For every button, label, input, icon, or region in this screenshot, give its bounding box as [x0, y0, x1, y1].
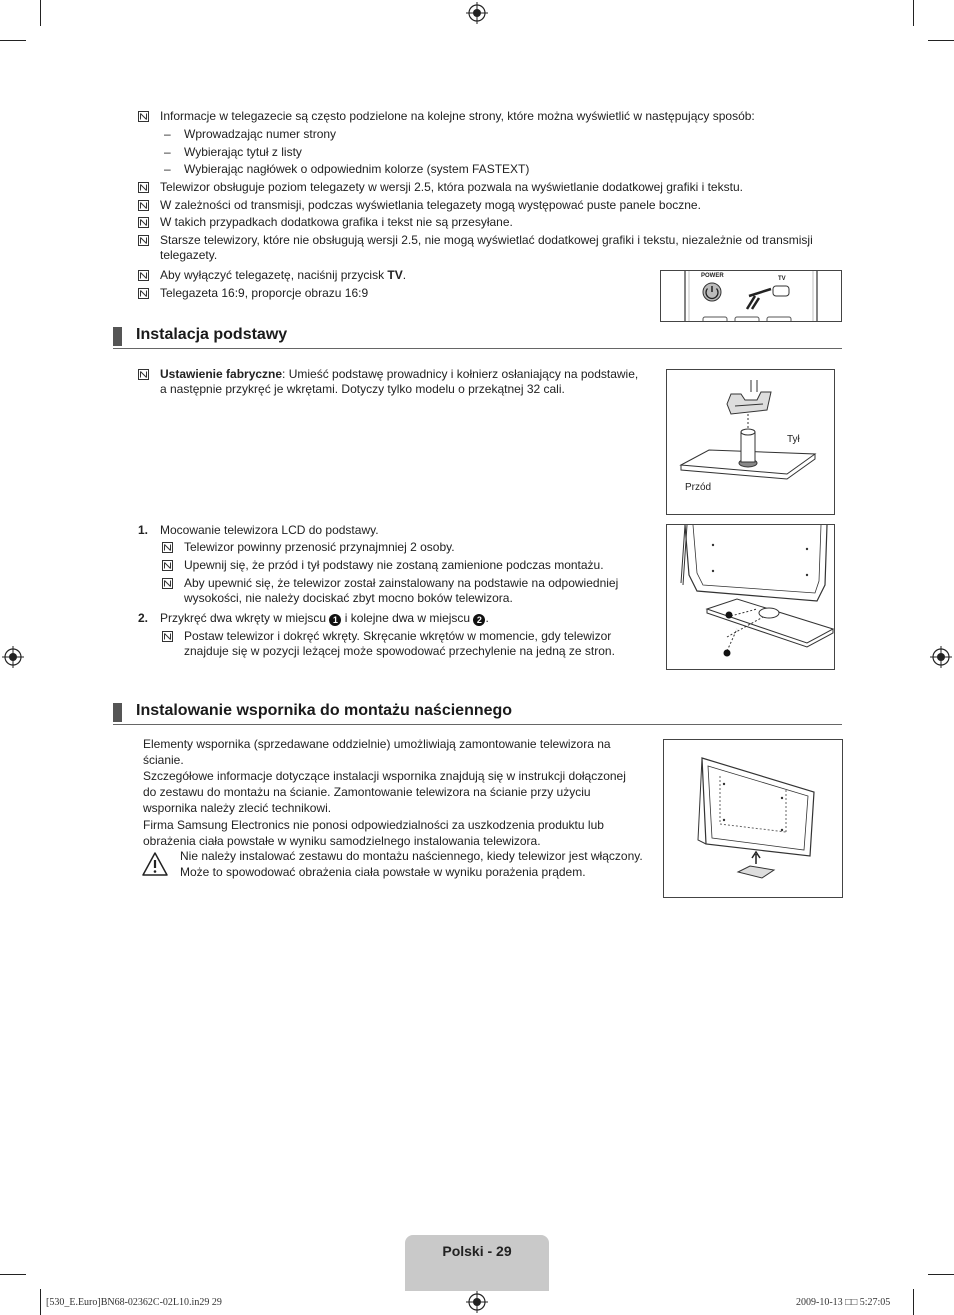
step-number: 2. — [138, 611, 149, 625]
crop-mark — [928, 40, 954, 41]
remote-power-label: POWER — [701, 273, 724, 279]
note-icon — [162, 542, 173, 553]
note-text: telegazety. — [160, 248, 218, 262]
registration-mark-icon — [466, 2, 488, 24]
note-icon — [138, 217, 149, 228]
crop-mark — [0, 40, 26, 41]
step-text: Przykręć dwa wkręty w miejscu 1 i kolejne dwa w miejscu 2 . — [160, 611, 489, 625]
tv-stand-diagram — [666, 524, 835, 670]
wall-paragraph-line: wspornika należy zlecić technikowi. — [143, 801, 332, 815]
wall-paragraph-line: Elementy wspornika (sprzedawane oddzielnie) umożliwiają zamontowanie telewizora na — [143, 737, 611, 751]
crop-mark — [913, 1289, 914, 1315]
wall-paragraph-line: ścianie. — [143, 753, 184, 767]
remote-tv-label: TV — [778, 276, 786, 282]
stand-diagram — [666, 369, 835, 515]
list-item: Wprowadzając numer strony — [184, 127, 337, 141]
note-icon — [138, 182, 149, 193]
section-title-wall: Instalowanie wspornika do montażu naściennego — [136, 702, 513, 719]
remote-illustration — [660, 270, 842, 322]
note-text: wysokości, nie należy dociskać zbyt mocno boków telewizora. — [184, 591, 513, 605]
dash-bullet: – — [164, 127, 171, 141]
note-icon — [162, 560, 173, 571]
note-icon — [138, 270, 149, 281]
warning-text: Może to spowodować obrażenia ciała powstałe w wyniku porażenia prądem. — [180, 865, 586, 879]
teletext-ratio-note: Telegazeta 16:9, proporcje obrazu 16:9 — [160, 286, 369, 300]
wall-paragraph-line: do zestawu do montażu na ścianie. Zamontowanie telewizora na ścianie przy użyciu — [143, 785, 591, 799]
stand-preset-note-cont: a następnie przykręć je wkrętami. Dotyczy tylko modelu o przekątnej 32 cali. — [160, 382, 565, 396]
registration-mark-icon — [2, 646, 24, 668]
note-text: Telewizor powinny przenosić przynajmniej 2 osoby. — [184, 540, 455, 554]
wall-paragraph-line: Szczegółowe informacje dotyczące instalacji wspornika znajdują się w instrukcji dołączonej — [143, 769, 626, 783]
note-text: znajduje się w pozycji leżącej może spowodować przechylenie na jedną ze stron. — [184, 644, 615, 658]
note-icon — [162, 631, 173, 642]
section-marker — [113, 327, 122, 346]
registration-mark-icon — [930, 646, 952, 668]
note-text: Upewnij się, że przód i tył podstawy nie zostaną zamienione podczas montażu. — [184, 558, 604, 572]
note-icon — [138, 111, 149, 122]
crop-mark — [0, 1274, 26, 1275]
registration-mark-icon — [466, 1291, 488, 1313]
stand-preset-note: Ustawienie fabryczne: Umieść podstawę prowadnicy i kołnierz osłaniający na podstawie, — [160, 367, 639, 381]
page-number: Polski - 29 — [442, 1243, 512, 1259]
dash-bullet: – — [164, 145, 171, 159]
section-title-stand: Instalacja podstawy — [136, 326, 288, 343]
note-icon — [138, 288, 149, 299]
note-text: Aby upewnić się, że telewizor został zainstalowany na podstawie na odpowiedniej — [184, 576, 619, 590]
note-icon — [138, 369, 149, 380]
warning-icon — [141, 851, 169, 877]
teletext-intro: Informacje w telegazecie są często podzielone na kolejne strony, które można wyświetlić w następujący sposób: — [160, 109, 755, 123]
callout-badge: 1 — [329, 614, 341, 626]
list-item: Wybierając nagłówek o odpowiednim kolorze (system FASTEXT) — [184, 162, 530, 176]
step-text: Mocowanie telewizora LCD do podstawy. — [160, 523, 379, 537]
note-text: Postaw telewizor i dokręć wkręty. Skręcanie wkrętów w momencie, gdy telewizor — [184, 629, 612, 643]
note-icon — [162, 578, 173, 589]
wall-paragraph-line: obrażenia ciała powstałe w wyniku samodzielnego instalowania telewizora. — [143, 834, 541, 848]
diagram-label-front: Przód — [685, 482, 712, 493]
warning-text: Nie należy instalować zestawu do montażu naściennego, kiedy telewizor jest włączony. — [180, 849, 643, 863]
print-slug-right: 2009-10-13 □□ 5:27:05 — [796, 1297, 891, 1308]
note-icon — [138, 235, 149, 246]
wall-mount-diagram — [663, 739, 843, 898]
crop-mark — [928, 1274, 954, 1275]
list-item: Wybierając tytuł z listy — [184, 145, 302, 159]
crop-mark — [40, 0, 41, 26]
callout-badge: 2 — [473, 614, 485, 626]
note-icon — [138, 200, 149, 211]
note-text: Starsze telewizory, które nie obsługują wersji 2.5, nie mogą wyświetlać dodatkowej grafiki i tekstu, niezależnie od transmisji — [160, 233, 813, 247]
crop-mark — [913, 0, 914, 26]
note-text: W zależności od transmisji, podczas wyświetlania telegazety mogą występować puste panele boczne. — [160, 198, 701, 212]
note-text: Telewizor obsługuje poziom telegazety w wersji 2.5, która pozwala na wyświetlanie dodatkowej grafiki i tekstu. — [160, 180, 743, 194]
wall-paragraph-line: Firma Samsung Electronics nie ponosi odpowiedzialności za uszkodzenia produktu lub — [143, 818, 604, 832]
crop-mark — [40, 1289, 41, 1315]
section-divider — [113, 724, 842, 725]
diagram-label-back: Tył — [787, 434, 800, 445]
section-marker — [113, 703, 122, 722]
step-number: 1. — [138, 523, 149, 537]
dash-bullet: – — [164, 162, 171, 176]
note-text: W takich przypadkach dodatkowa grafika i tekst nie są przesyłane. — [160, 215, 513, 229]
teletext-off-note: Aby wyłączyć telegazetę, naciśnij przycisk TV. — [160, 268, 407, 282]
print-slug-left: [530_E.Euro]BN68-02362C-02L10.in29 29 — [46, 1297, 222, 1308]
section-divider — [113, 348, 842, 349]
